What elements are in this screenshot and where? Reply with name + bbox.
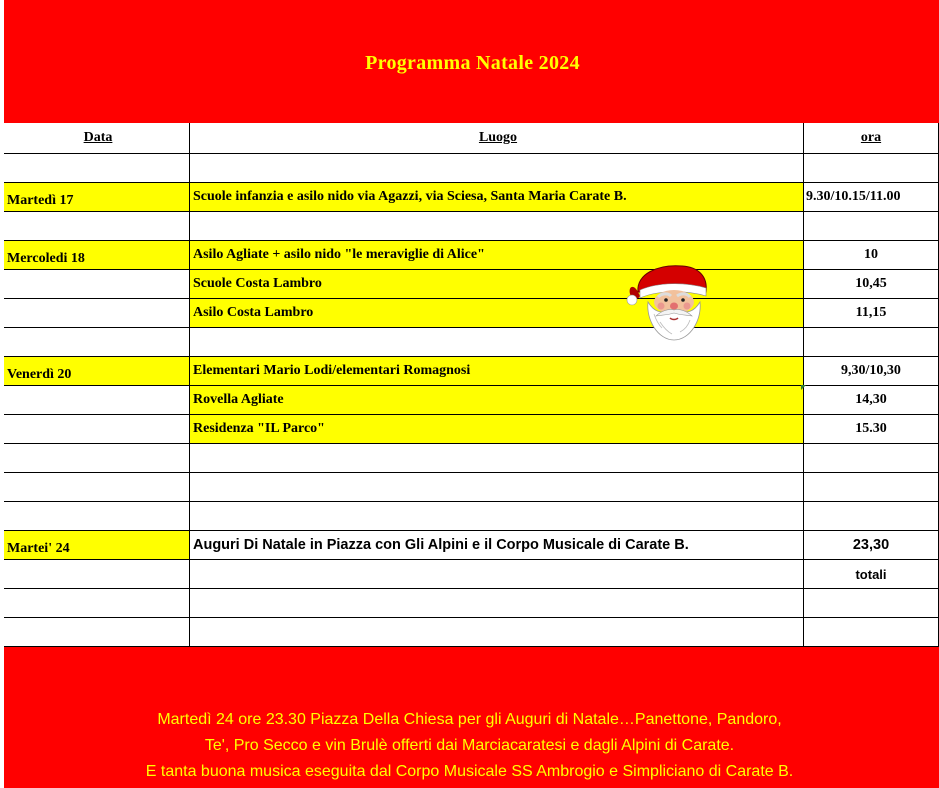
table-cell-ora (804, 328, 939, 357)
table-cell-ora: 9,30/10,30 (804, 357, 939, 386)
table-cell-ora: 23,30 (804, 531, 939, 560)
table-cell-luogo (190, 154, 804, 183)
column-header-luogo: Luogo (190, 123, 804, 154)
footer-line-1: Martedì 24 ore 23.30 Piazza Della Chiesa per gli Auguri di Natale…Panettone, Pandoro, (157, 711, 782, 728)
table-cell-ora: 11,15 (804, 299, 939, 328)
column-header-ora: ora (804, 123, 939, 154)
footer-line-2: Te', Pro Secco e vin Brulè offerti dai Marciacaratesi e dagli Alpini di Carate. (204, 737, 735, 754)
table-cell-luogo: Asilo Costa Lambro (190, 299, 804, 328)
table-cell-data (4, 589, 190, 618)
table-cell-luogo (190, 473, 804, 502)
table-cell-data (4, 212, 190, 241)
cell-comment-marker (801, 385, 806, 390)
table-cell-luogo: Rovella Agliate (190, 386, 804, 415)
table-cell-luogo (190, 212, 804, 241)
table-cell-data (4, 560, 190, 589)
table-cell-data (4, 154, 190, 183)
table-cell-data (4, 473, 190, 502)
santa-claus-icon (624, 262, 716, 342)
table-cell-luogo: Scuole infanzia e asilo nido via Agazzi, via Sciesa, Santa Maria Carate B. (190, 183, 804, 212)
table-cell-luogo (190, 560, 804, 589)
table-cell-data (4, 618, 190, 647)
column-header-data: Data (4, 123, 190, 154)
table-cell-ora: totali (804, 560, 939, 589)
table-cell-data (4, 270, 190, 299)
table-cell-data (4, 386, 190, 415)
table-cell-ora: 15.30 (804, 415, 939, 444)
footer-line-3: E tanta buona musica eseguita dal Corpo Musicale SS Ambrogio e Simpliciano di Carate B. (145, 763, 794, 780)
table-cell-ora (804, 502, 939, 531)
table-cell-ora: 9.30/10.15/11.00 (804, 183, 939, 212)
table-cell-data: Mercoledi 18 (4, 241, 190, 270)
table-cell-data (4, 502, 190, 531)
table-cell-data (4, 415, 190, 444)
table-cell-ora (804, 154, 939, 183)
table-cell-ora: 14,30 (804, 386, 939, 415)
schedule-table (4, 123, 939, 647)
table-cell-ora (804, 473, 939, 502)
table-cell-luogo: Elementari Mario Lodi/elementari Romagnosi (190, 357, 804, 386)
table-cell-luogo (190, 444, 804, 473)
table-cell-data: Venerdì 20 (4, 357, 190, 386)
table-cell-luogo (190, 502, 804, 531)
table-cell-luogo: Auguri Di Natale in Piazza con Gli Alpini e il Corpo Musicale di Carate B. (190, 531, 804, 560)
table-cell-data (4, 328, 190, 357)
table-cell-ora: 10,45 (804, 270, 939, 299)
table-cell-ora (804, 212, 939, 241)
table-cell-ora: 10 (804, 241, 939, 270)
table-cell-data (4, 299, 190, 328)
table-cell-luogo: Residenza "IL Parco" (190, 415, 804, 444)
table-cell-ora (804, 444, 939, 473)
table-cell-luogo (190, 618, 804, 647)
table-cell-ora (804, 589, 939, 618)
page-title: Programma Natale 2024 (365, 52, 580, 74)
table-cell-data: Martei' 24 (4, 531, 190, 560)
table-cell-data (4, 444, 190, 473)
table-cell-luogo: Asilo Agliate + asilo nido "le meraviglie di Alice" (190, 241, 804, 270)
table-cell-luogo: Scuole Costa Lambro (190, 270, 804, 299)
table-cell-luogo (190, 589, 804, 618)
table-cell-data: Martedì 17 (4, 183, 190, 212)
table-cell-ora (804, 618, 939, 647)
